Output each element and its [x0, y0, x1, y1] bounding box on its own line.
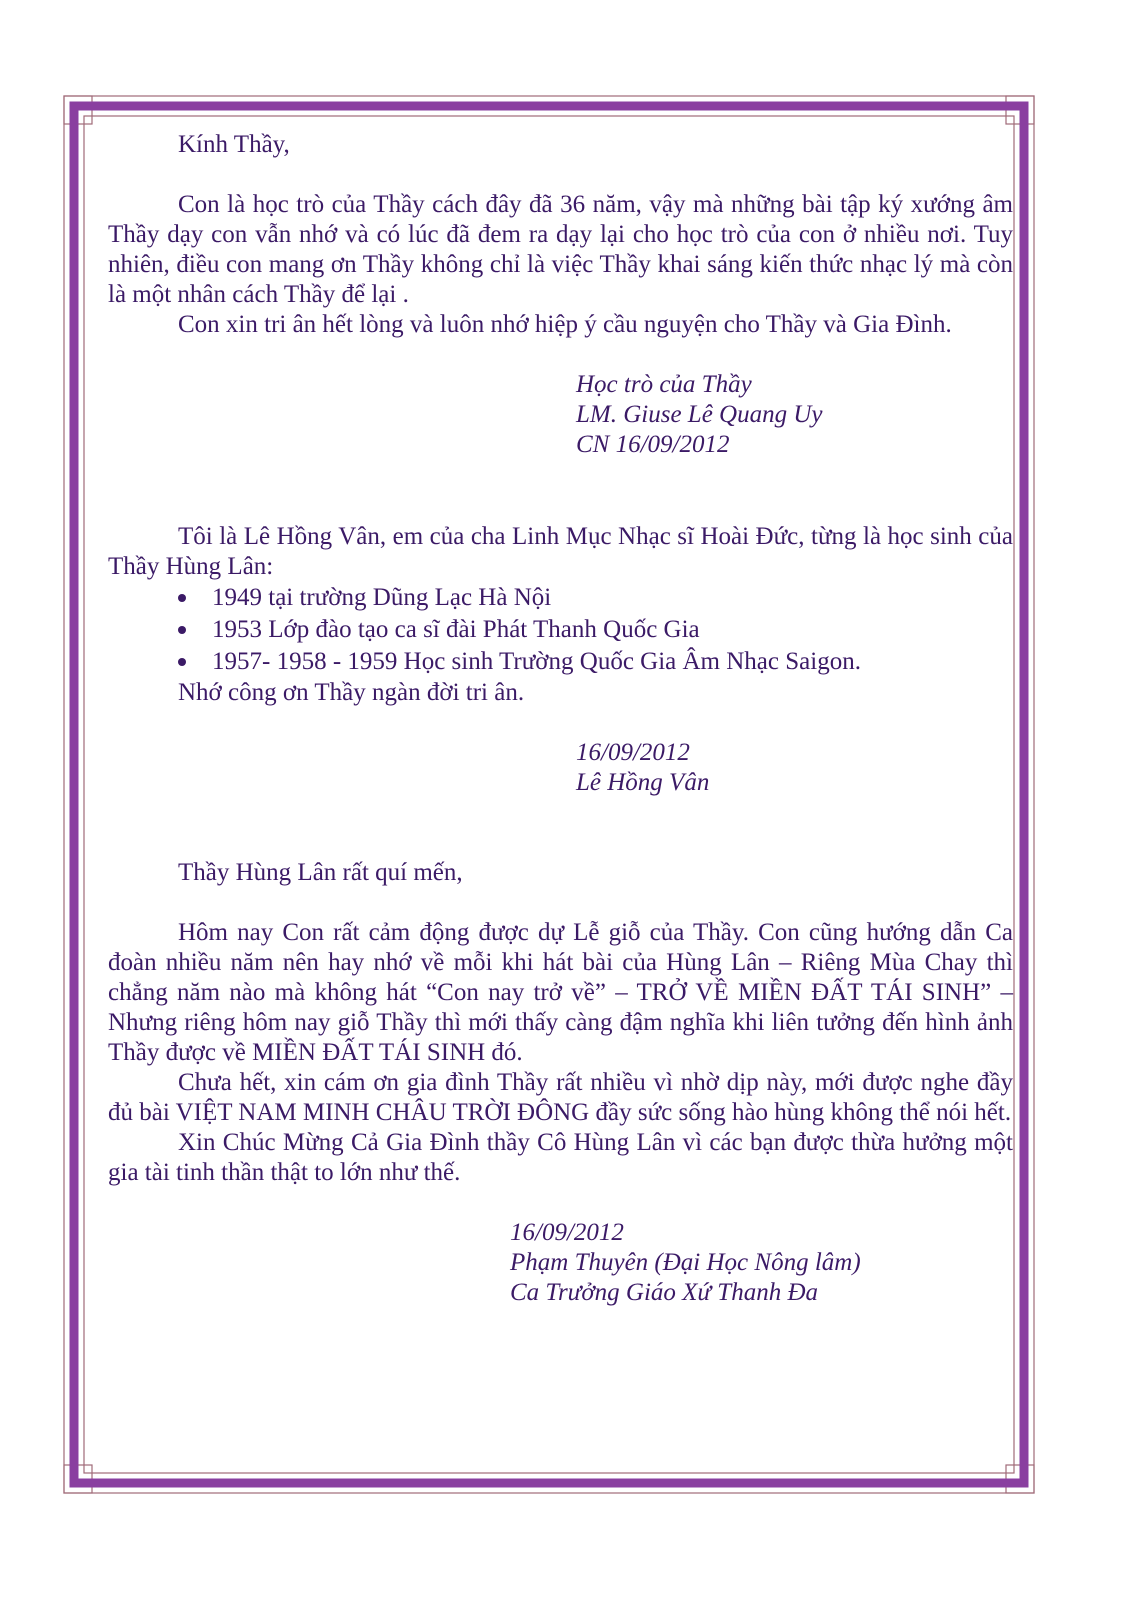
bullet-icon [178, 626, 186, 634]
list-item [178, 614, 1013, 646]
bullet-icon [178, 658, 186, 666]
signature-line: Ca Trưởng Giáo Xứ Thanh Đa [510, 1279, 819, 1306]
signature-line: 16/09/2012 [510, 1219, 624, 1246]
letter-content [108, 130, 1013, 1308]
bullet-list [108, 582, 1013, 678]
paragraph: Con là học trò của Thầy cách đây đã 36 năm, vậy mà những bài tập ký xướng âm Thầy dạy con vẫn nhớ và có lúc đã đem ra dạy lại cho học trò của con ở nhiều nơi. Tuy nhiên, điều con mang ơn Thầy không chỉ là việc Thầy khai sáng kiến thức nhạc lý mà còn là một nhân cách Thầy để lại . [108, 191, 1013, 308]
paragraph: Chưa hết, xin cám ơn gia đình Thầy rất nhiều vì nhờ dịp này, mới được nghe đầy đủ bài VIỆT NAM MINH CHÂU TRỜI ĐÔNG đầy sức sống hào hùng không thể nói hết. [108, 1069, 1013, 1126]
paragraph: Tôi là Lê Hồng Vân, em của cha Linh Mục Nhạc sĩ Hoài Đức, từng là học sinh của Thầy Hùng Lân: [108, 523, 1013, 580]
signature-line: Phạm Thuyên (Đại Học Nông lâm) [510, 1249, 861, 1276]
signature-line: Lê Hồng Vân [576, 769, 710, 796]
signature-line: CN 16/09/2012 [576, 431, 730, 458]
signature-block [108, 1218, 1013, 1308]
signature-block [108, 738, 1013, 798]
bullet-icon [178, 594, 186, 602]
signature-block [108, 370, 1013, 460]
list-item [178, 582, 1013, 614]
signature-line: 16/09/2012 [576, 739, 690, 766]
closing-line: Nhớ công ơn Thầy ngàn đời tri ân. [178, 679, 525, 706]
signature-line: Học trò của Thầy [576, 371, 752, 398]
signature-line: LM. Giuse Lê Quang Uy [576, 401, 823, 428]
list-item [178, 646, 1013, 678]
letter-2 [108, 522, 1013, 798]
letter-1 [108, 130, 1013, 460]
salutation: Kính Thầy, [178, 131, 290, 158]
paragraph: Con xin tri ân hết lòng và luôn nhớ hiệp ý cầu nguyện cho Thầy và Gia Đình. [178, 311, 952, 338]
list-item-text: 1957- 1958 - 1959 Học sinh Trường Quốc Gia Âm Nhạc Saigon. [212, 648, 861, 675]
letter-3 [108, 858, 1013, 1308]
list-item-text: 1949 tại trường Dũng Lạc Hà Nội [212, 584, 552, 611]
salutation: Thầy Hùng Lân rất quí mến, [178, 859, 463, 886]
paragraph: Hôm nay Con rất cảm động được dự Lễ giỗ của Thầy. Con cũng hướng dẫn Ca đoàn nhiều năm nên hay nhớ về mỗi khi hát bài của Hùng Lân – Riêng Mùa Chay thì chẳng năm nào mà không hát “Con nay trở về” – TRỞ VỀ MIỀN ĐẤT TÁI SINH” – Nhưng riêng hôm nay giỗ Thầy thì mới thấy càng đậm nghĩa khi liên tưởng đến hình ảnh Thầy được về MIỀN ĐẤT TÁI SINH đó. [108, 919, 1013, 1066]
list-item-text: 1953 Lớp đào tạo ca sĩ đài Phát Thanh Quốc Gia [212, 616, 700, 643]
paragraph: Xin Chúc Mừng Cả Gia Đình thầy Cô Hùng Lân vì các bạn được thừa hưởng một gia tài tinh thần thật to lớn như thế. [108, 1129, 1013, 1186]
